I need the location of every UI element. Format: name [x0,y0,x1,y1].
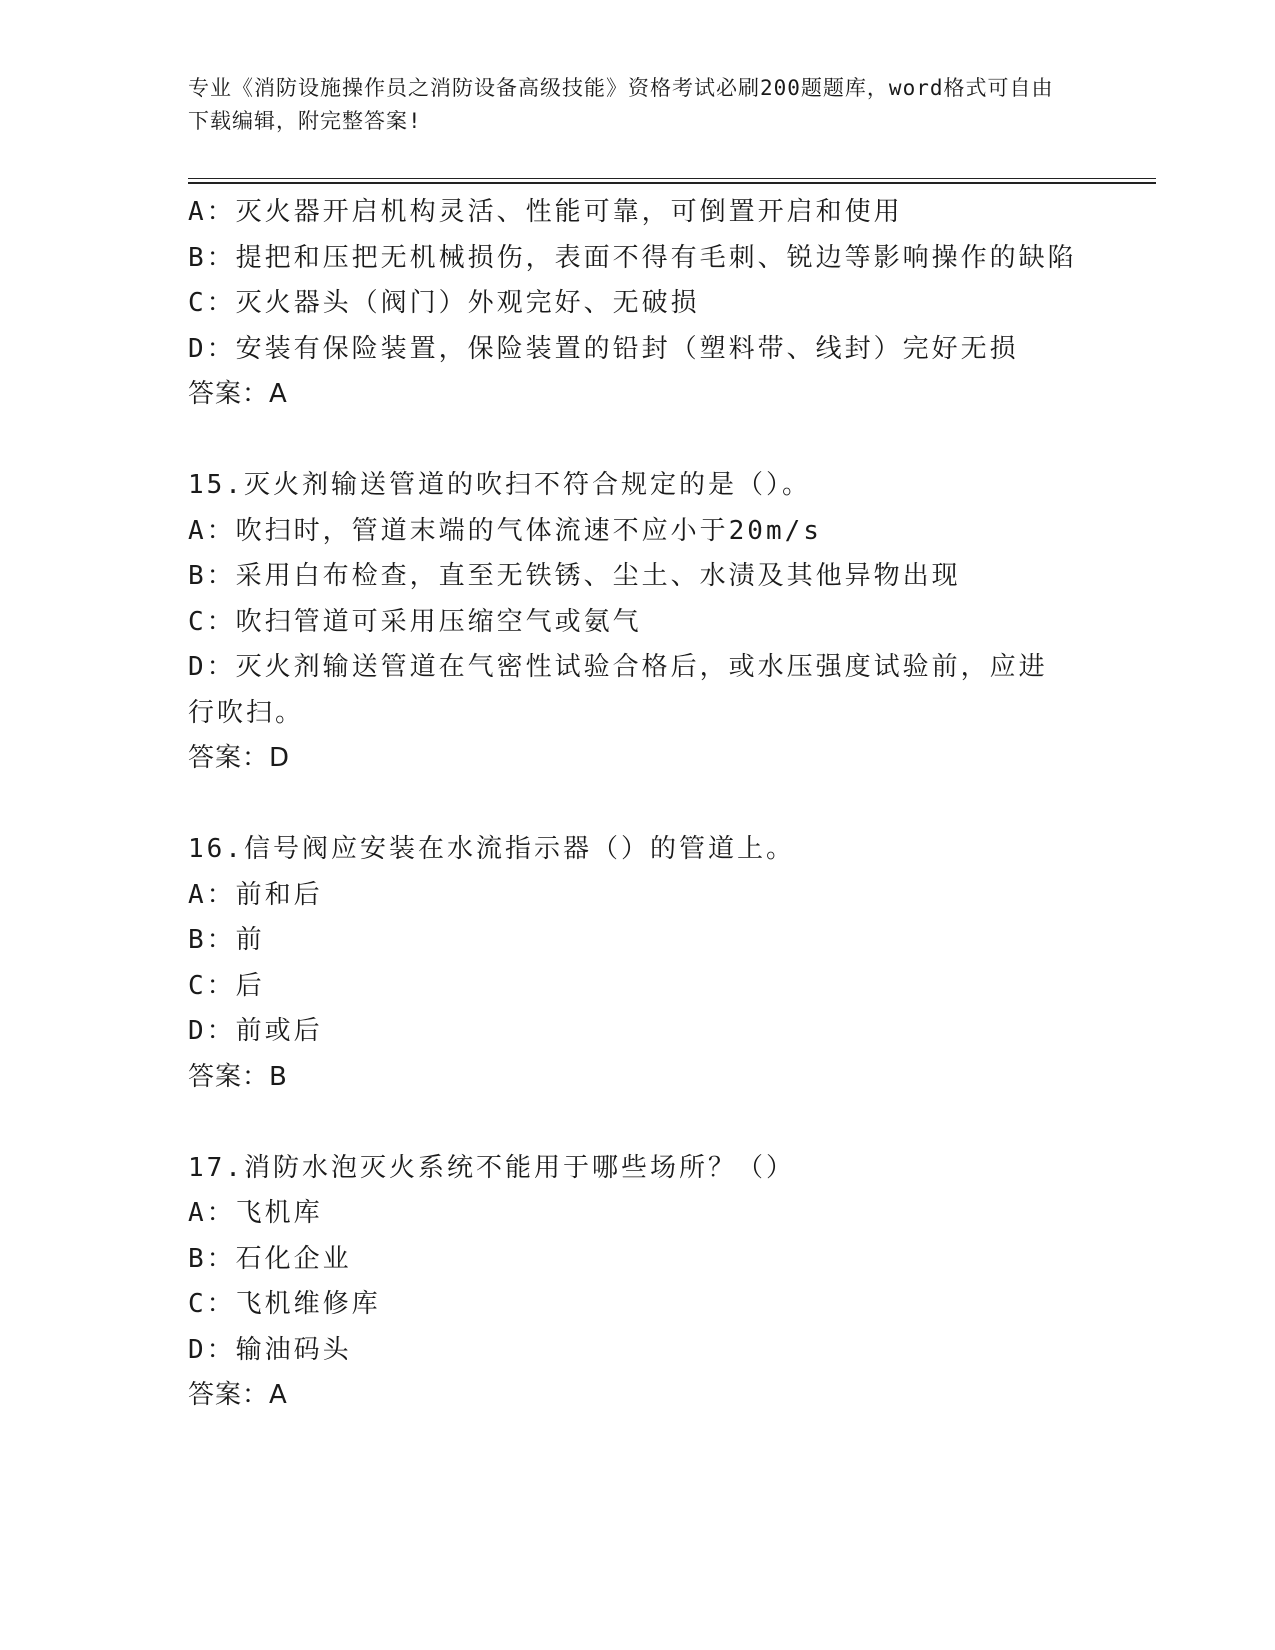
option-c: C：吹扫管道可采用压缩空气或氨气 [188,606,642,637]
option-a: A：飞机库 [188,1198,323,1228]
answer: 答案：A [188,1380,288,1410]
option-a: A：吹扫时，管道末端的气体流速不应小于20m/s [188,515,822,546]
question-text: 15.灭火剂输送管道的吹扫不符合规定的是（）。 [188,470,811,500]
question-text: 17.消防水泡灭火系统不能用于哪些场所？（） [188,1152,795,1183]
option-b: B：提把和压把无机械损伤，表面不得有毛刺、锐边等影响操作的缺陷 [188,242,1077,273]
question-list [188,190,1088,1419]
question-17 [188,1146,1088,1419]
spacer [188,418,1088,464]
option-d: D：安装有保险装置，保险装置的铅封（塑料带、线封）完好无损 [188,333,1019,364]
document-header: 专业《消防设施操作员之消防设备高级技能》资格考试必刷200题题库，word格式可自由下载编辑，附完整答案! [188,76,1054,133]
answer: 答案：B [188,1061,288,1092]
header-divider-thick [188,182,1156,184]
header-divider-thin [188,178,1156,179]
option-c: C：飞机维修库 [188,1289,381,1319]
question-15 [188,463,1088,782]
option-a: A：灭火器开启机构灵活、性能可靠，可倒置开启和使用 [188,197,903,227]
spacer [188,782,1088,828]
option-d: D：前或后 [188,1016,323,1046]
answer: 答案：A [188,379,288,409]
question-14 [188,190,1088,418]
option-b: B：采用白布检查，直至无铁锈、尘土、水渍及其他异物出现 [188,561,961,591]
document-page [188,72,1088,138]
option-d: D：输油码头 [188,1334,352,1365]
answer: 答案：D [188,743,291,773]
option-b: B：前 [188,925,265,955]
option-c: C：后 [188,970,265,1001]
option-b: B：石化企业 [188,1243,352,1274]
spacer [188,1100,1088,1146]
option-d: D：灭火剂输送管道在气密性试验合格后，或水压强度试验前，应进行吹扫。 [188,652,1048,728]
question-text: 16.信号阀应安装在水流指示器（）的管道上。 [188,834,795,864]
question-16 [188,827,1088,1100]
option-a: A：前和后 [188,879,323,910]
option-c: C：灭火器头（阀门）外观完好、无破损 [188,288,700,318]
